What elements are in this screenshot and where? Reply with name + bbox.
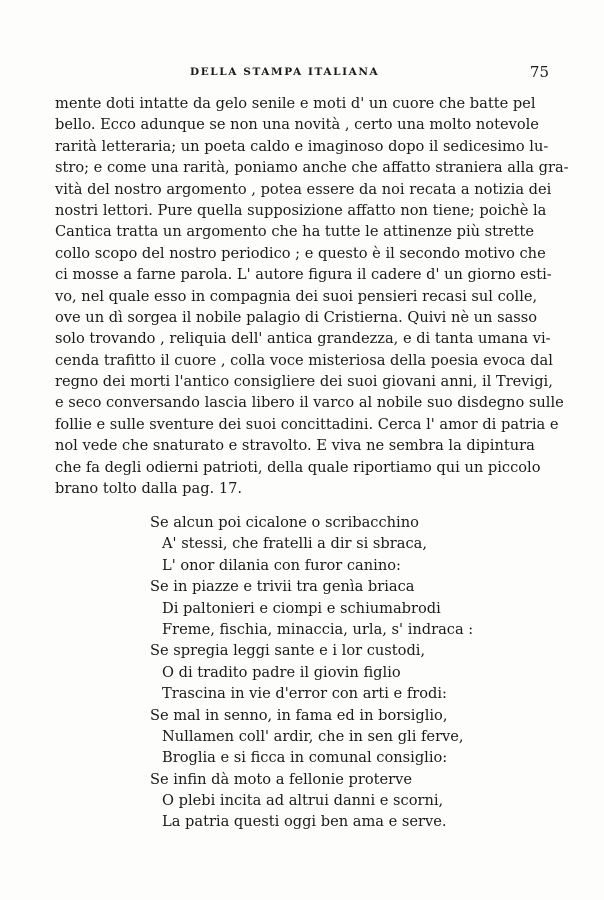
text-line: cenda trafitto il cuore , colla voce misteriosa della poesia evoca dal (55, 351, 553, 369)
verse-line: La patria questi oggi ben ama e serve. (162, 813, 447, 831)
verse-line: Freme, fischia, minaccia, urla, s' indraca : (162, 620, 474, 638)
text-line: collo scopo del nostro periodico ; e questo è il secondo motivo che (55, 244, 546, 262)
text-line: nostri lettori. Pure quella supposizione affatto non tiene; poichè la (55, 201, 547, 219)
text-line: stro; e come una rarità, poniamo anche che affatto straniera alla gra- (55, 159, 569, 177)
verse-line: Se in piazze e trivii tra genìa briaca (150, 578, 415, 596)
verse-line: Di paltonieri e ciompi e schiumabrodi (162, 599, 441, 617)
verse-line: L' onor dilania con furor canino: (162, 556, 401, 574)
verse-line: Se alcun poi cicalone o scribacchino (150, 514, 419, 531)
text-line: follie e sulle sventure dei suoi concittadini. Cerca l' amor di patria e (55, 415, 559, 433)
text-line: che fa degli odierni patrioti, della quale riportiamo qui un piccolo (55, 458, 541, 476)
text-line: solo trovando , reliquia dell' antica grandezza, e di tanta umana vi- (55, 330, 551, 348)
verse-line: Se spregia leggi sante e i lor custodi, (150, 642, 426, 660)
verse-line: Broglia e si ficca in comunal consiglio: (162, 749, 448, 767)
verse-line: O plebi incita ad altrui danni e scorni, (162, 792, 444, 810)
text-line: bello. Ecco adunque se non una novità , certo una molto notevole (55, 116, 539, 134)
verse-line: Nullamen coll' ardir, che in sen gli ferve, (162, 727, 464, 745)
verse-line: Trascina in vie d'error con arti e frodi: (162, 685, 447, 703)
text-line: vo, nel quale esso in compagnia dei suoi pensieri recasi sul colle, (55, 287, 538, 305)
text-line: nol vede che snaturato e stravolto. E viva ne sembra la dipintura (55, 437, 535, 455)
verse-quotation (150, 512, 474, 833)
text-line: ci mosse a farne parola. L' autore figura il cadere d' un giorno esti- (55, 266, 552, 284)
text-line: rarità letteraria; un poeta caldo e imaginoso dopo il sedicesimo lu- (55, 137, 549, 155)
verse-line: Se mal in senno, in fama ed in borsiglio, (150, 706, 448, 724)
verse-line: O di tradito padre il giovin figlio (162, 663, 401, 681)
text-line: brano tolto dalla pag. 17. (55, 480, 243, 498)
text-line: e seco conversando lascia libero il varco al nobile suo disdegno sulle (55, 394, 564, 412)
text-line: mente doti intatte da gelo senile e moti d' un cuore che batte pel (55, 95, 536, 112)
prose-paragraph (55, 93, 569, 499)
verse-line: A' stessi, che fratelli a dir si sbraca, (162, 535, 427, 553)
verse-line: Se infin dà moto a fellonie proterve (150, 770, 413, 788)
text-line: regno dei morti l'antico consigliere dei suoi giovani anni, il Trevigi, (55, 373, 553, 391)
text-line: vità del nostro argomento , potea essere da noi recata a notizia dei (55, 180, 552, 198)
running-header (55, 63, 549, 86)
running-title: DELLA STAMPA ITALIANA (190, 66, 380, 78)
page-number: 75 (529, 63, 549, 81)
text-line: Cantica tratta un argomento che ha tutte le attinenze più strette (55, 223, 534, 241)
text-line: ove un dì sorgea il nobile palagio di Cristierna. Quivi nè un sasso (55, 308, 538, 326)
